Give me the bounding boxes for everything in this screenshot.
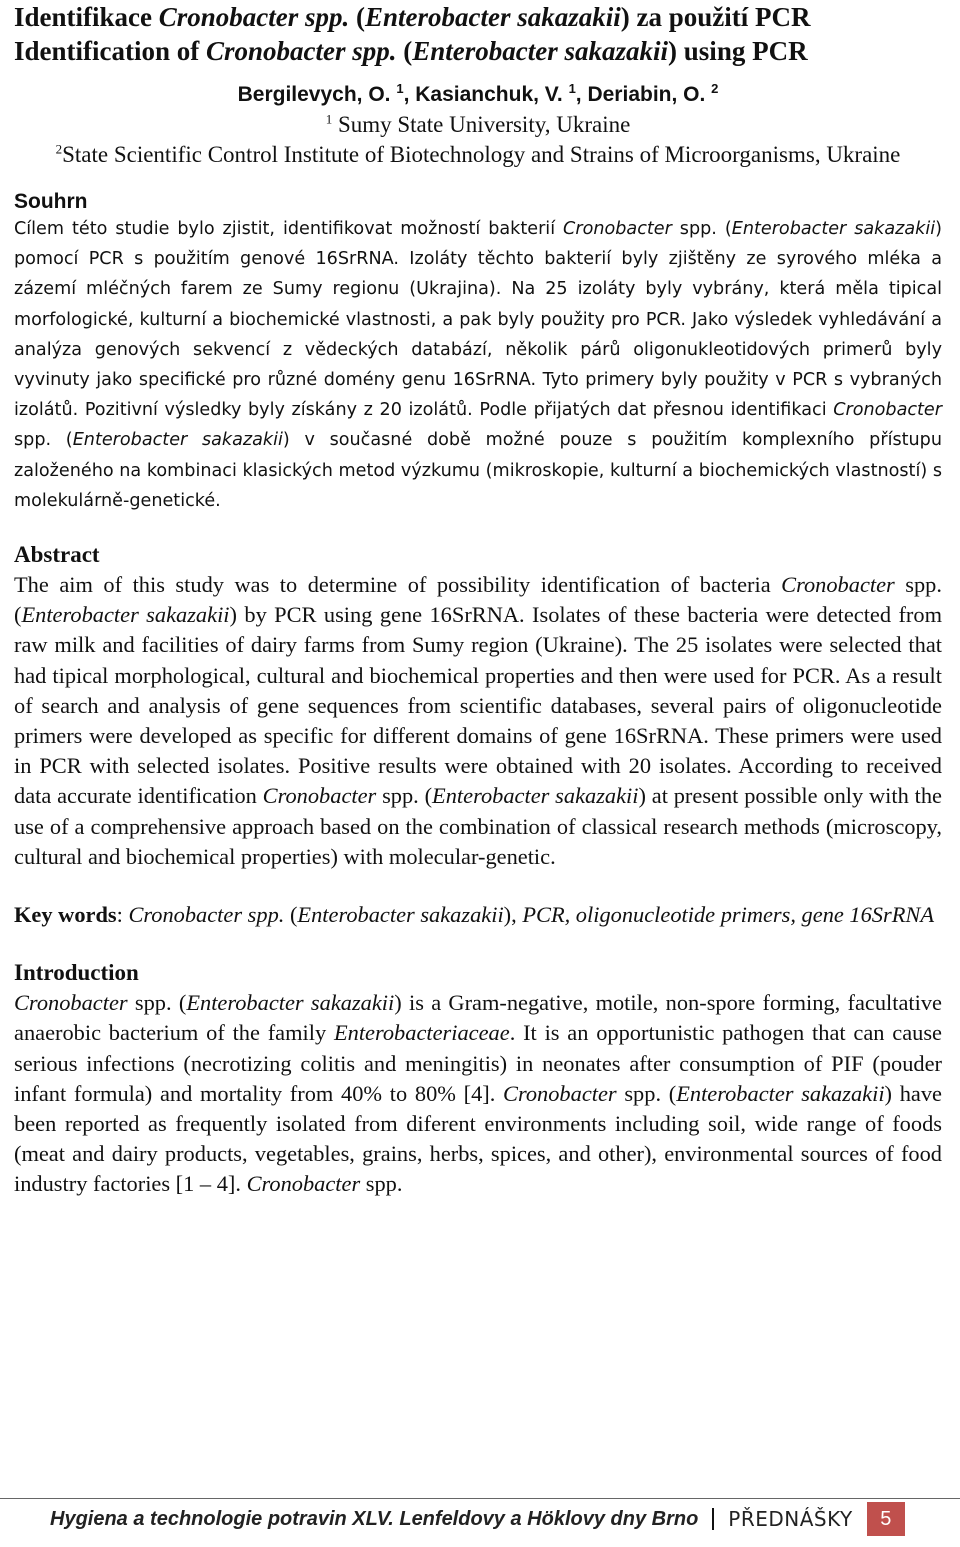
- affiliation-1: $^1$ Sumy State University, Ukraine: [325, 111, 631, 137]
- author-block: [14, 80, 942, 170]
- title-english: Identification of Cronobacter spp. (Enterobacter sakazakii) using PCR: [14, 36, 808, 66]
- introduction-heading: Introduction: [14, 960, 139, 986]
- abstract-paragraph: The aim of this study was to determine of possibility identification of bacteria Cronobacter spp. (Enterobacter sakazakii) by PCR using gene 16SrRNA. Isolates of these bacteria were detected from raw milk and facilities of dairy farms from Sumy region (Ukraine). The 25 isolates were selected that had tipical morphological, cultural and biochemical properties and then were used for PCR. As a result of search and analysis of gene sequences from scientific databases, several pairs of oligonucleotide primers were developed as specific for different domains of gene 16SrRNA. These primers were used in PCR with selected isolates. Positive results were obtained with 20 isolates. According to received data accurate identification Cronobacter spp. (Enterobacter sakazakii) at present possible only with the use of a comprehensive approach based on the combination of classical research methods (microscopy, cultural and biochemical properties) with molecular-genetic.: [14, 572, 942, 869]
- abstract-heading: Abstract: [14, 542, 100, 568]
- section-label: PŘEDNÁŠKY: [728, 1507, 853, 1531]
- author-list: Bergilevych, O. $^1$, Kasianchuk, V. $^1$, Deriabin, O. $^2$: [237, 81, 719, 106]
- souhrn-heading: Souhrn: [14, 190, 88, 213]
- footer-separator: [712, 1508, 714, 1530]
- introduction-paragraph: Cronobacter spp. (Enterobacter sakazakii) is a Gram-negative, motile, non-spore forming, facultative anaerobic bacterium of the family Enterobacteriaceae. It is an opportunistic pathogen that can cause serious infections (necrotizing colitis and meningitis) in neonates after consumption of PIF (pouder infant formula) and mortality from 40% to 80% [4]. Cronobacter spp. (Enterobacter sakazakii) have been reported as frequently isolated from diferent environments including soil, wide range of foods (meat and dairy products, vegetables, grains, herbs, spices, and other), environmental sources of food industry factories [1 – 4]. Cronobacter spp.: [14, 990, 942, 1197]
- affiliation-2: $^2$State Scientific Control Institute of Biotechnology and Strains of Microorganisms, Ukraine: [55, 141, 901, 167]
- page-footer: [50, 1502, 905, 1536]
- footer-divider: [0, 1498, 960, 1499]
- page-number-badge: 5: [867, 1502, 905, 1536]
- title-czech: Identifikace Cronobacter spp. (Enterobacter sakazakii) za použití PCR: [14, 2, 811, 32]
- paper-page: [14, 0, 942, 1200]
- journal-name: Hygiena a technologie potravin XLV. Lenfeldovy a Höklovy dny Brno: [50, 1507, 699, 1530]
- souhrn-paragraph: Cílem této studie bylo zjistit, identifikovat možností bakterií Cronobacter spp. (Enterobacter sakazakii) pomocí PCR s použitím genové 16SrRNA. Izoláty těchto bakterií byly zjištěny ze syrového mléka a zázemí mléčných farem ze Sumy regionu (Ukrajina). Na 25 izoláty byly vybrány, která měla tipical morfologické, kulturní a biochemické vlastnosti, a pak byly použity pro PCR. Jako výsledek vyhledávání a analýza genových sekvencí z vědeckých databází, několik párů oligonukleotidových primerů byly vyvinuty jako specifické pro různé domény genu 16SrRNA. Tyto primery byly použity v PCR s vybraných izolátů. Pozitivní výsledky byly získány z 20 izolátů. Podle přijatých dat přesnou identifikaci Cronobacter spp. (Enterobacter sakazakii) v současné době možné pouze s použitím komplexního přístupu založeného na kombinaci klasických metod výzkumu (mikroskopie, kulturní a biochemických vlastností) s molekulárně-genetické.: [14, 219, 942, 511]
- keywords: Key words: Cronobacter spp. (Enterobacter sakazakii), PCR, oligonucleotide primers, gene 16SrRNA: [14, 902, 935, 928]
